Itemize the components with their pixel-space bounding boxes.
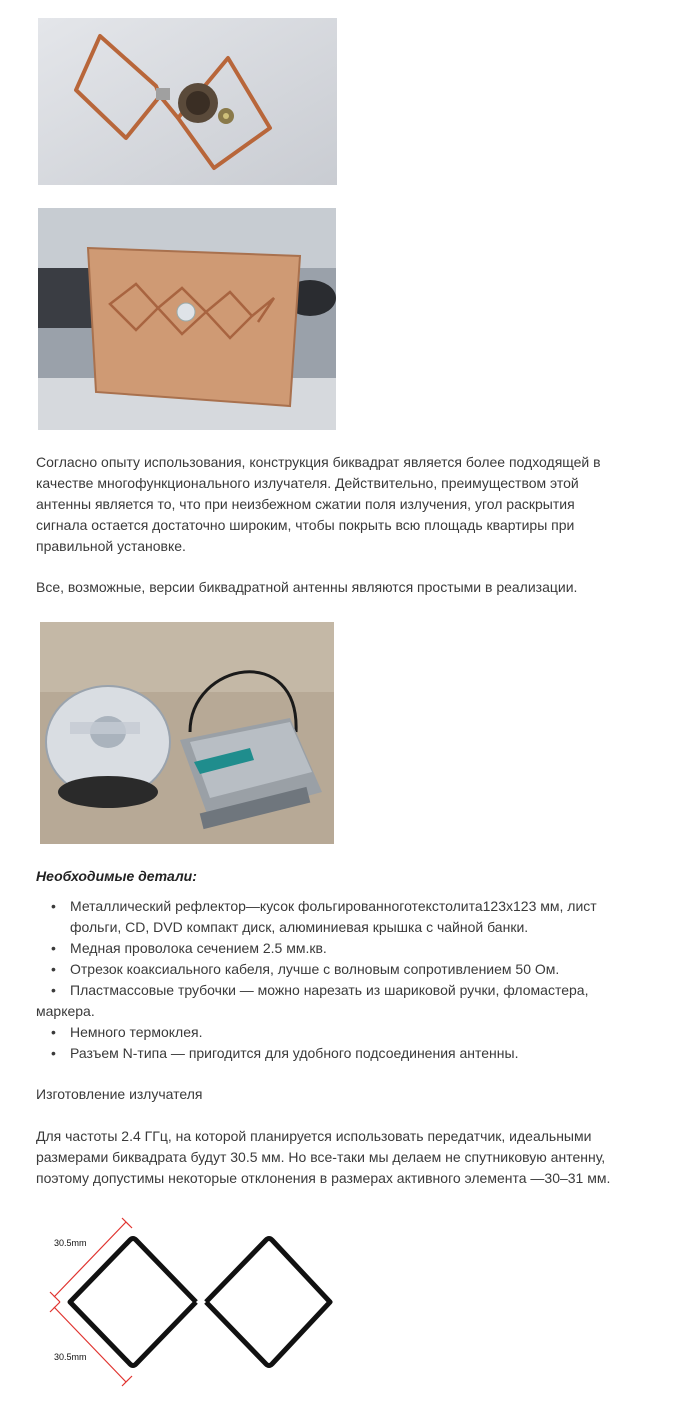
photo-cd-router-image [40,622,334,844]
list-item-text: Отрезок коаксиального кабеля, лучше с волновым сопротивлением 50 Ом. [70,961,560,977]
intro-line: Согласно опыту использования, конструкция биквадрат является более подходящей в [36,454,601,470]
biquad-diagram-svg [40,1212,340,1392]
bullet-icon: • [51,982,56,998]
photo-biquad-wire-image [38,18,337,185]
photo-copper-reflector [38,208,336,430]
list-item-text: Разъем N-типа — пригодится для удобного подсоединения антенны. [70,1045,519,1061]
photo-copper-reflector-image [38,208,336,430]
bullet-icon: • [51,1024,56,1040]
parts-list [36,896,656,1064]
photo-cd-router [40,622,334,844]
list-item [36,1043,656,1064]
frequency-line: размерами биквадрата будут 30.5 мм. Но все-таки мы делаем не спутниковую антенну, [36,1149,606,1165]
bullet-icon: • [51,961,56,977]
dimension-label-top: 30.5mm [54,1238,87,1248]
bullet-icon: • [51,940,56,956]
list-item-text: Металлический рефлектор—кусок фольгированноготекстолита123х123 мм, лист [70,898,597,914]
biquad-diagram [40,1212,340,1392]
intro-line: правильной установке. [36,538,186,554]
list-item-continuation [36,917,656,938]
list-item [36,896,656,917]
list-item [36,1022,656,1043]
versions-text: Все, возможные, версии биквадратной антенны являются простыми в реализации. [36,579,578,595]
bullet-icon: • [51,1045,56,1061]
intro-line: сигнала остается достаточно широким, чтобы покрыть всю площадь квартиры при [36,517,575,533]
list-item-text: Медная проволока сечением 2.5 мм.кв. [70,940,327,956]
list-item [36,980,656,1001]
frequency-paragraph [36,1126,676,1189]
list-item-continuation [36,1001,656,1022]
photo-biquad-wire [38,18,337,185]
frequency-line: поэтому допустимы некоторые отклонения в размерах активного элемента —30–31 мм. [36,1170,611,1186]
intro-paragraph [36,452,656,557]
versions-paragraph [36,577,656,598]
intro-line: качестве многофункционального излучателя. Действительно, преимуществом этой [36,475,579,491]
list-item [36,959,656,980]
list-item-text: фольги, CD, DVD компакт диск, алюминиевая крышка с чайной банки. [70,919,529,935]
list-item-text: Пластмассовые трубочки — можно нарезать из шариковой ручки, фломастера, [70,982,589,998]
frequency-line: Для частоты 2.4 ГГц, на которой планируется использовать передатчик, идеальными [36,1128,592,1144]
list-item-text: Немного термоклея. [70,1024,203,1040]
manufacturing-heading: Изготовление излучателя [36,1086,203,1102]
list-item [36,938,656,959]
dimension-label-bottom: 30.5mm [54,1352,87,1362]
details-heading: Необходимые детали: [36,868,197,884]
intro-line: антенны является то, что при неизбежном сжатии поля излучения, угол раскрытия [36,496,575,512]
bullet-icon: • [51,898,56,914]
biquad-shape [70,1239,330,1366]
list-item-text: маркера. [36,1003,95,1019]
